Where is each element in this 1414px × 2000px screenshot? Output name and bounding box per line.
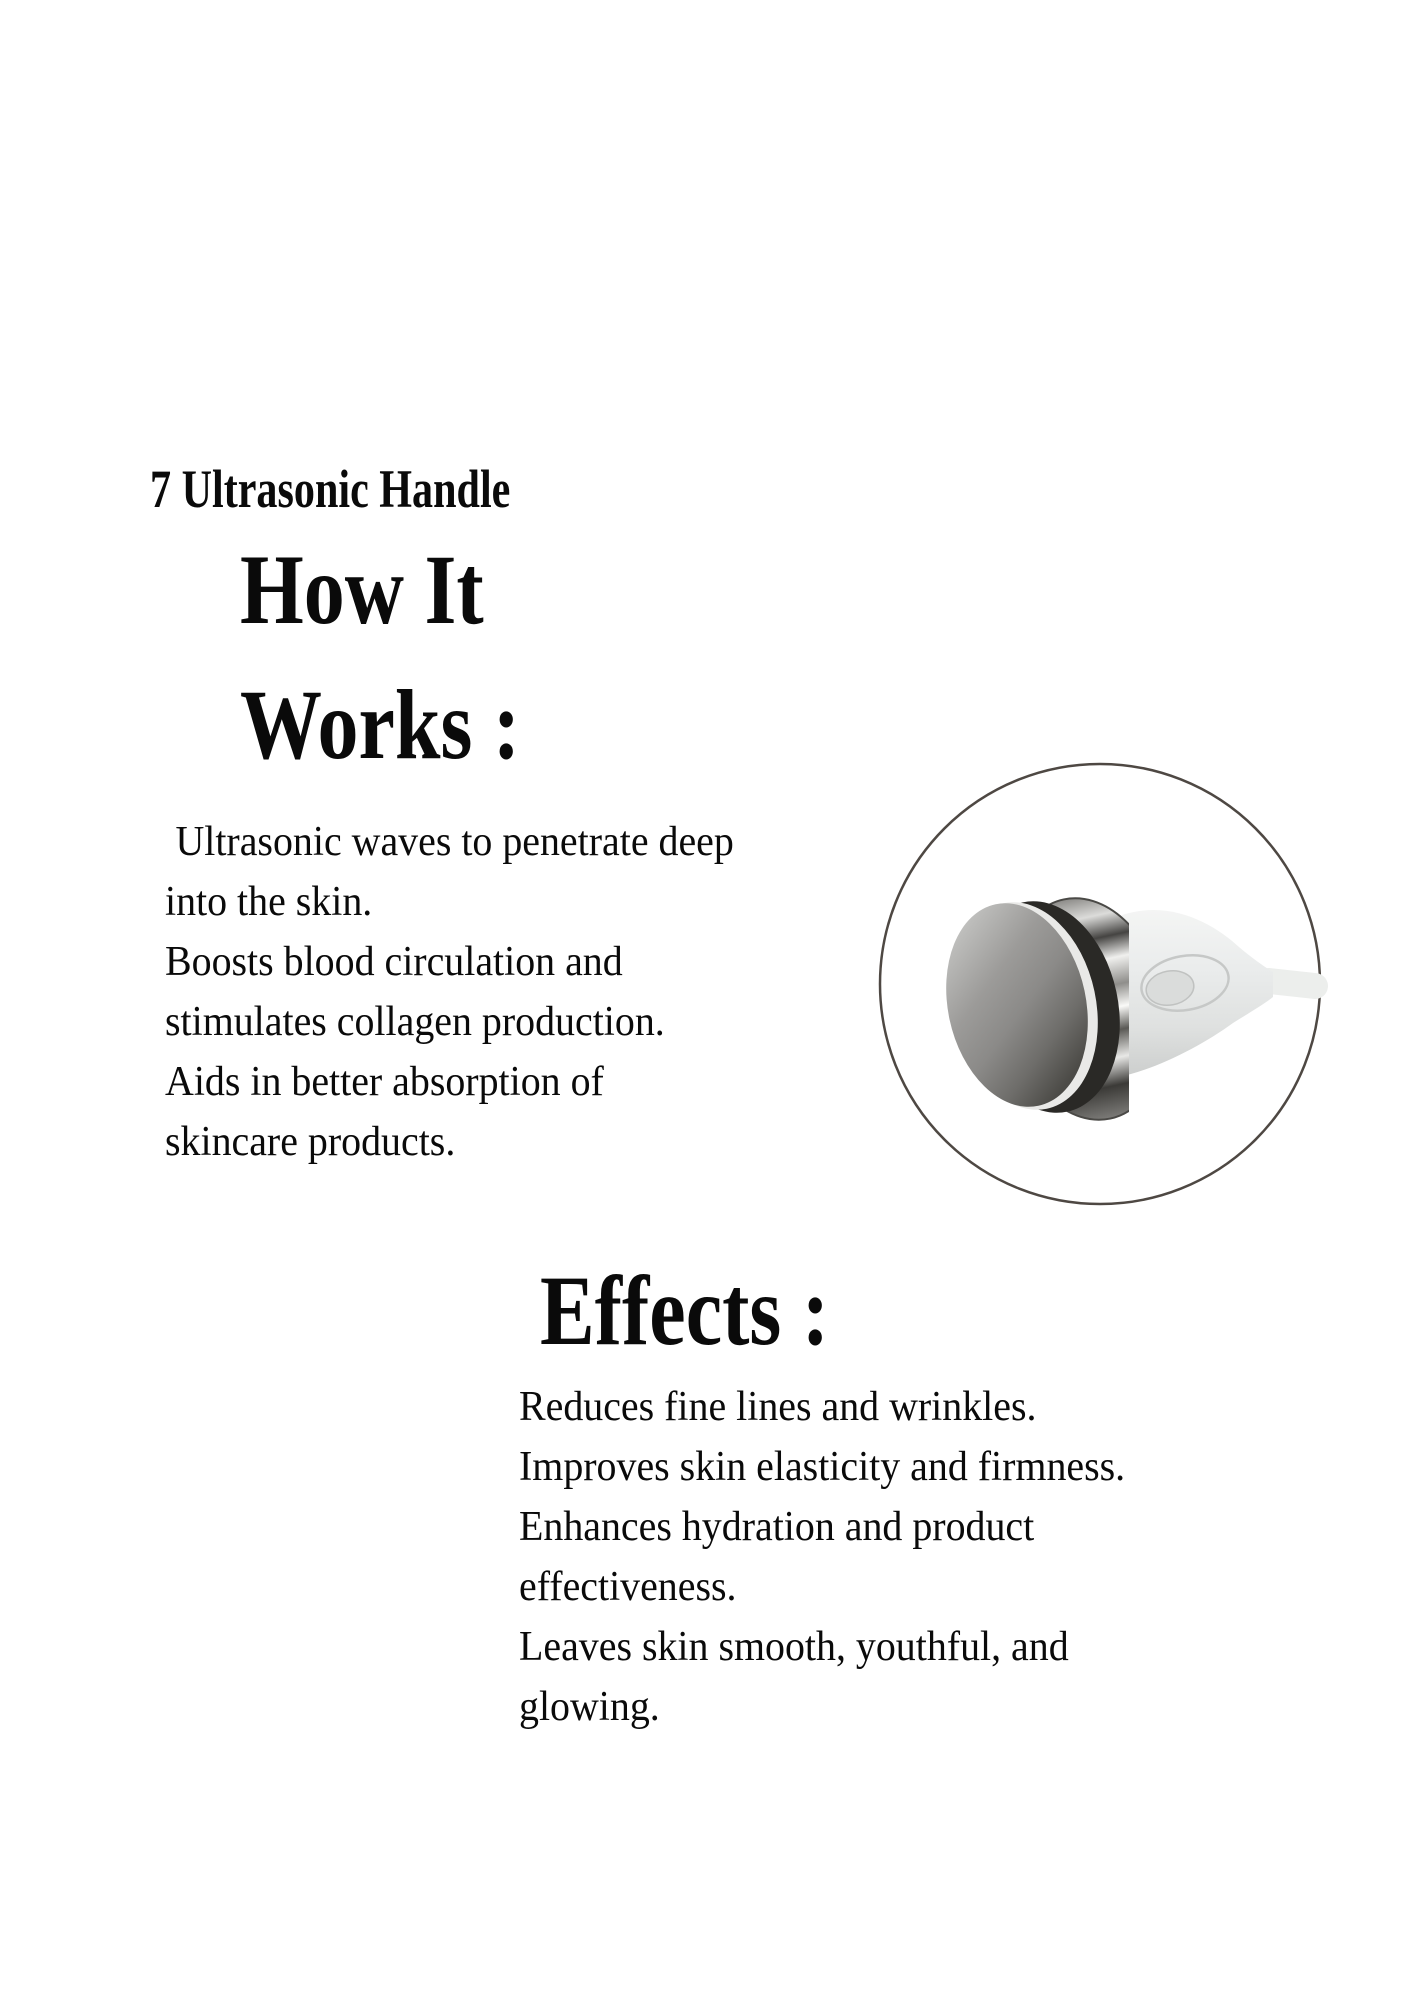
text-line: Leaves skin smooth, youthful, and [519, 1624, 1069, 1670]
text-line: into the skin. [165, 879, 373, 925]
ultrasonic-handle-figure [867, 757, 1337, 1209]
title-line: Works : [240, 669, 521, 780]
text-line: Improves skin elasticity and firmness. [519, 1444, 1126, 1490]
text-line: glowing. [519, 1684, 660, 1730]
title-line: How It [240, 534, 484, 645]
ultrasonic-handle-photo [867, 757, 1337, 1209]
text-line: stimulates collagen production. [165, 999, 665, 1045]
device-cable [1269, 981, 1315, 986]
text-line: skincare products. [165, 1119, 456, 1165]
text-line: Enhances hydration and product [519, 1504, 1035, 1550]
how-it-works-paragraph [165, 812, 734, 1172]
effects-paragraph [519, 1377, 1125, 1737]
text-line: Boosts blood circulation and [165, 939, 623, 985]
text-line: Aids in better absorption of [165, 1059, 604, 1105]
text-line: effectiveness. [519, 1564, 737, 1610]
section-heading: 7 Ultrasonic Handle [150, 459, 511, 519]
effects-title: Effects : [540, 1255, 830, 1366]
how-it-works-title [240, 522, 520, 792]
text-line: Ultrasonic waves to penetrate deep [175, 819, 734, 865]
text-line: Reduces fine lines and wrinkles. [519, 1384, 1037, 1430]
